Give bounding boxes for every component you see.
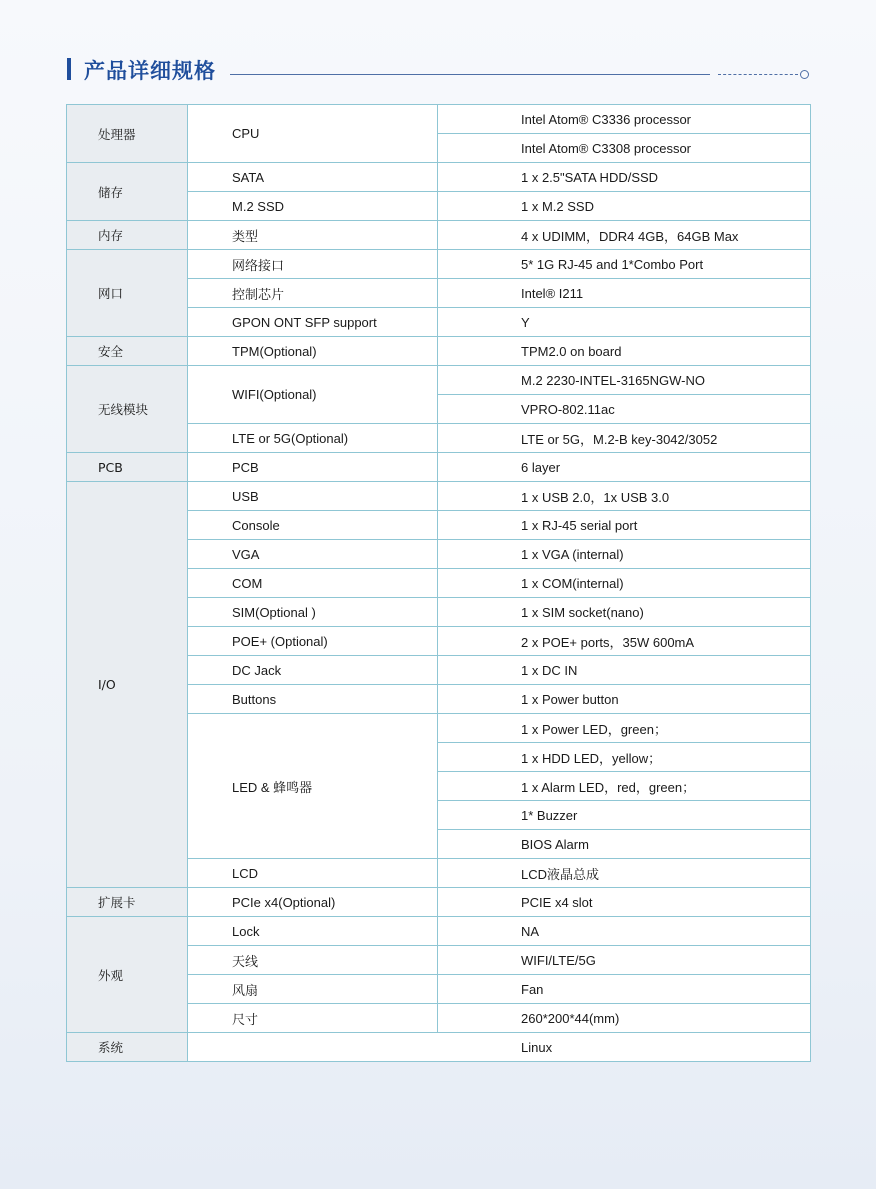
value-usb: 1 x USB 2.0，1x USB 3.0 <box>438 482 811 511</box>
item-dc-jack: DC Jack <box>188 656 438 685</box>
table-row <box>67 163 811 192</box>
value-led-2: 1 x HDD LED，yellow； <box>438 743 811 772</box>
table-row <box>67 482 811 511</box>
item-lte: LTE or 5G(Optional) <box>188 424 438 453</box>
page-title: 产品详细规格 <box>84 59 216 83</box>
item-com: COM <box>188 569 438 598</box>
item-network-ports: 网络接口 <box>188 250 438 279</box>
spec-table <box>66 104 811 1062</box>
title-dashed-rule <box>718 74 798 75</box>
value-tpm: TPM2.0 on board <box>438 337 811 366</box>
value-sim: 1 x SIM socket(nano) <box>438 598 811 627</box>
value-network-ports: 5* 1G RJ-45 and 1*Combo Port <box>438 250 811 279</box>
value-led-4: 1* Buzzer <box>438 801 811 830</box>
item-fan: 风扇 <box>188 975 438 1004</box>
item-buttons: Buttons <box>188 685 438 714</box>
value-gpon: Y <box>438 308 811 337</box>
value-controller-chip: Intel® I211 <box>438 279 811 308</box>
value-fan: Fan <box>438 975 811 1004</box>
table-row <box>67 221 811 250</box>
table-row <box>67 366 811 395</box>
item-pcie: PCIe x4(Optional) <box>188 888 438 917</box>
item-poe: POE+ (Optional) <box>188 627 438 656</box>
value-led-3: 1 x Alarm LED，red，green； <box>438 772 811 801</box>
category-network: 网口 <box>67 250 188 337</box>
value-wifi-2: VPRO-802.11ac <box>438 395 811 424</box>
value-lock: NA <box>438 917 811 946</box>
value-pcb: 6 layer <box>438 453 811 482</box>
value-size: 260*200*44(mm) <box>438 1004 811 1033</box>
table-row <box>67 453 811 482</box>
value-cpu-2: Intel Atom® C3308 processor <box>438 134 811 163</box>
item-antenna: 天线 <box>188 946 438 975</box>
category-system: 系统 <box>67 1033 188 1062</box>
item-lcd: LCD <box>188 859 438 888</box>
title-rule <box>230 74 710 75</box>
value-m2: 1 x M.2 SSD <box>438 192 811 221</box>
category-expansion: 扩展卡 <box>67 888 188 917</box>
item-m2: M.2 SSD <box>188 192 438 221</box>
value-lcd: LCD液晶总成 <box>438 859 811 888</box>
value-console: 1 x RJ-45 serial port <box>438 511 811 540</box>
category-storage: 储存 <box>67 163 188 221</box>
value-poe: 2 x POE+ ports，35W 600mA <box>438 627 811 656</box>
item-controller-chip: 控制芯片 <box>188 279 438 308</box>
item-gpon: GPON ONT SFP support <box>188 308 438 337</box>
value-lte: LTE or 5G，M.2-B key-3042/3052 <box>438 424 811 453</box>
table-row <box>67 888 811 917</box>
item-wifi: WIFI(Optional) <box>188 366 438 424</box>
item-vga: VGA <box>188 540 438 569</box>
value-pcie: PCIE x4 slot <box>438 888 811 917</box>
item-cpu: CPU <box>188 105 438 163</box>
category-security: 安全 <box>67 337 188 366</box>
value-sata: 1 x 2.5"SATA HDD/SSD <box>438 163 811 192</box>
table-row <box>67 1033 811 1062</box>
item-led-buzzer: LED & 蜂鸣器 <box>188 714 438 859</box>
category-appearance: 外观 <box>67 917 188 1033</box>
item-pcb: PCB <box>188 453 438 482</box>
value-cpu-1: Intel Atom® C3336 processor <box>438 105 811 134</box>
item-memory-type: 类型 <box>188 221 438 250</box>
table-row <box>67 105 811 134</box>
table-row <box>67 250 811 279</box>
item-size: 尺寸 <box>188 1004 438 1033</box>
value-antenna: WIFI/LTE/5G <box>438 946 811 975</box>
value-com: 1 x COM(internal) <box>438 569 811 598</box>
value-wifi-1: M.2 2230-INTEL-3165NGW-NO <box>438 366 811 395</box>
value-buttons: 1 x Power button <box>438 685 811 714</box>
category-wireless: 无线模块 <box>67 366 188 453</box>
title-accent-bar <box>67 58 71 80</box>
category-processor: 处理器 <box>67 105 188 163</box>
value-vga: 1 x VGA (internal) <box>438 540 811 569</box>
value-led-5: BIOS Alarm <box>438 830 811 859</box>
item-lock: Lock <box>188 917 438 946</box>
title-circle-ornament <box>800 70 809 79</box>
item-tpm: TPM(Optional) <box>188 337 438 366</box>
value-dc-jack: 1 x DC IN <box>438 656 811 685</box>
value-system: Linux <box>188 1033 811 1062</box>
value-led-1: 1 x Power LED，green； <box>438 714 811 743</box>
item-usb: USB <box>188 482 438 511</box>
item-sim: SIM(Optional ) <box>188 598 438 627</box>
category-pcb: PCB <box>67 453 188 482</box>
item-console: Console <box>188 511 438 540</box>
item-sata: SATA <box>188 163 438 192</box>
category-memory: 内存 <box>67 221 188 250</box>
category-io: I/O <box>67 482 188 888</box>
value-memory: 4 x UDIMM，DDR4 4GB，64GB Max <box>438 221 811 250</box>
table-row <box>67 337 811 366</box>
table-row <box>67 917 811 946</box>
